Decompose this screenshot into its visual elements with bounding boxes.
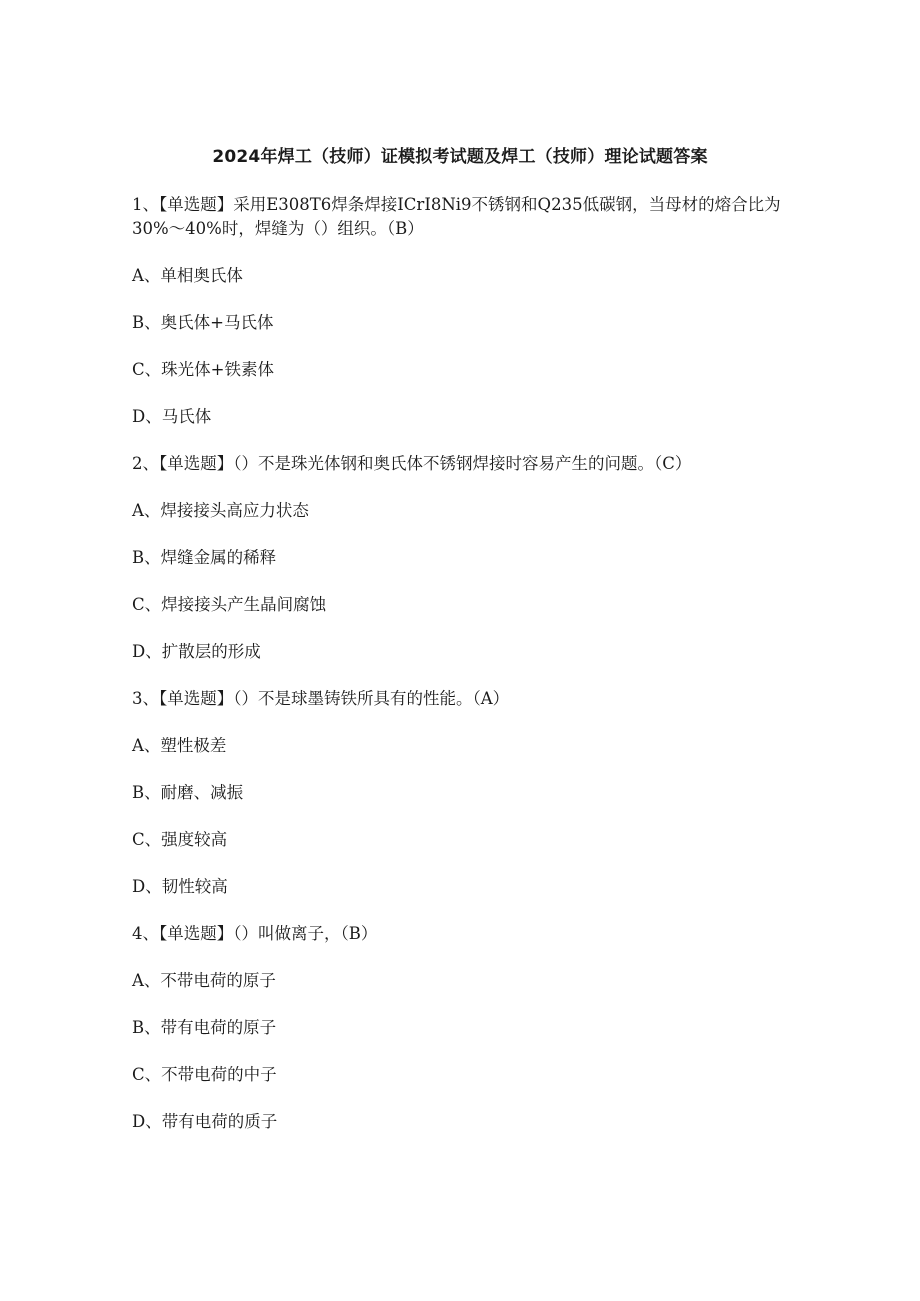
option-d: D、扩散层的形成 [132, 642, 261, 661]
option-a: A、焊接接头高应力状态 [132, 501, 309, 520]
question-text: 1、【单选题】采用E308T6焊条焊接ICrI8Ni9不锈钢和Q235低碳钢，当母材的熔合比为30%～40%时，焊缝为（）组织。（B） [132, 195, 781, 238]
option-d: D、马氏体 [132, 407, 212, 426]
question-block [132, 922, 792, 1134]
option-c: C、焊接接头产生晶间腐蚀 [132, 595, 327, 614]
option-c: C、珠光体+铁素体 [132, 360, 274, 379]
question-block [132, 687, 792, 899]
option-a: A、不带电荷的原子 [132, 971, 276, 990]
option-d: D、带有电荷的质子 [132, 1112, 278, 1131]
option-d: D、韧性较高 [132, 877, 228, 896]
option-b: B、焊缝金属的稀释 [132, 548, 277, 567]
document-title: 2024年焊工（技师）证模拟考试题及焊工（技师）理论试题答案 [212, 147, 708, 167]
option-b: B、耐磨、减振 [132, 783, 244, 802]
question-list [132, 193, 792, 1157]
option-a: A、单相奥氏体 [132, 266, 243, 285]
option-b: B、奥氏体+马氏体 [132, 313, 274, 332]
option-b: B、带有电荷的原子 [132, 1018, 277, 1037]
option-c: C、强度较高 [132, 830, 228, 849]
question-text: 4、【单选题】（）叫做离子，（B） [132, 924, 378, 943]
question-block [132, 193, 792, 429]
option-c: C、不带电荷的中子 [132, 1065, 277, 1084]
question-text: 2、【单选题】（）不是珠光体钢和奥氏体不锈钢焊接时容易产生的问题。（C） [132, 454, 692, 473]
question-text: 3、【单选题】（）不是球墨铸铁所具有的性能。（A） [132, 689, 510, 708]
question-block [132, 452, 792, 664]
option-a: A、塑性极差 [132, 736, 227, 755]
